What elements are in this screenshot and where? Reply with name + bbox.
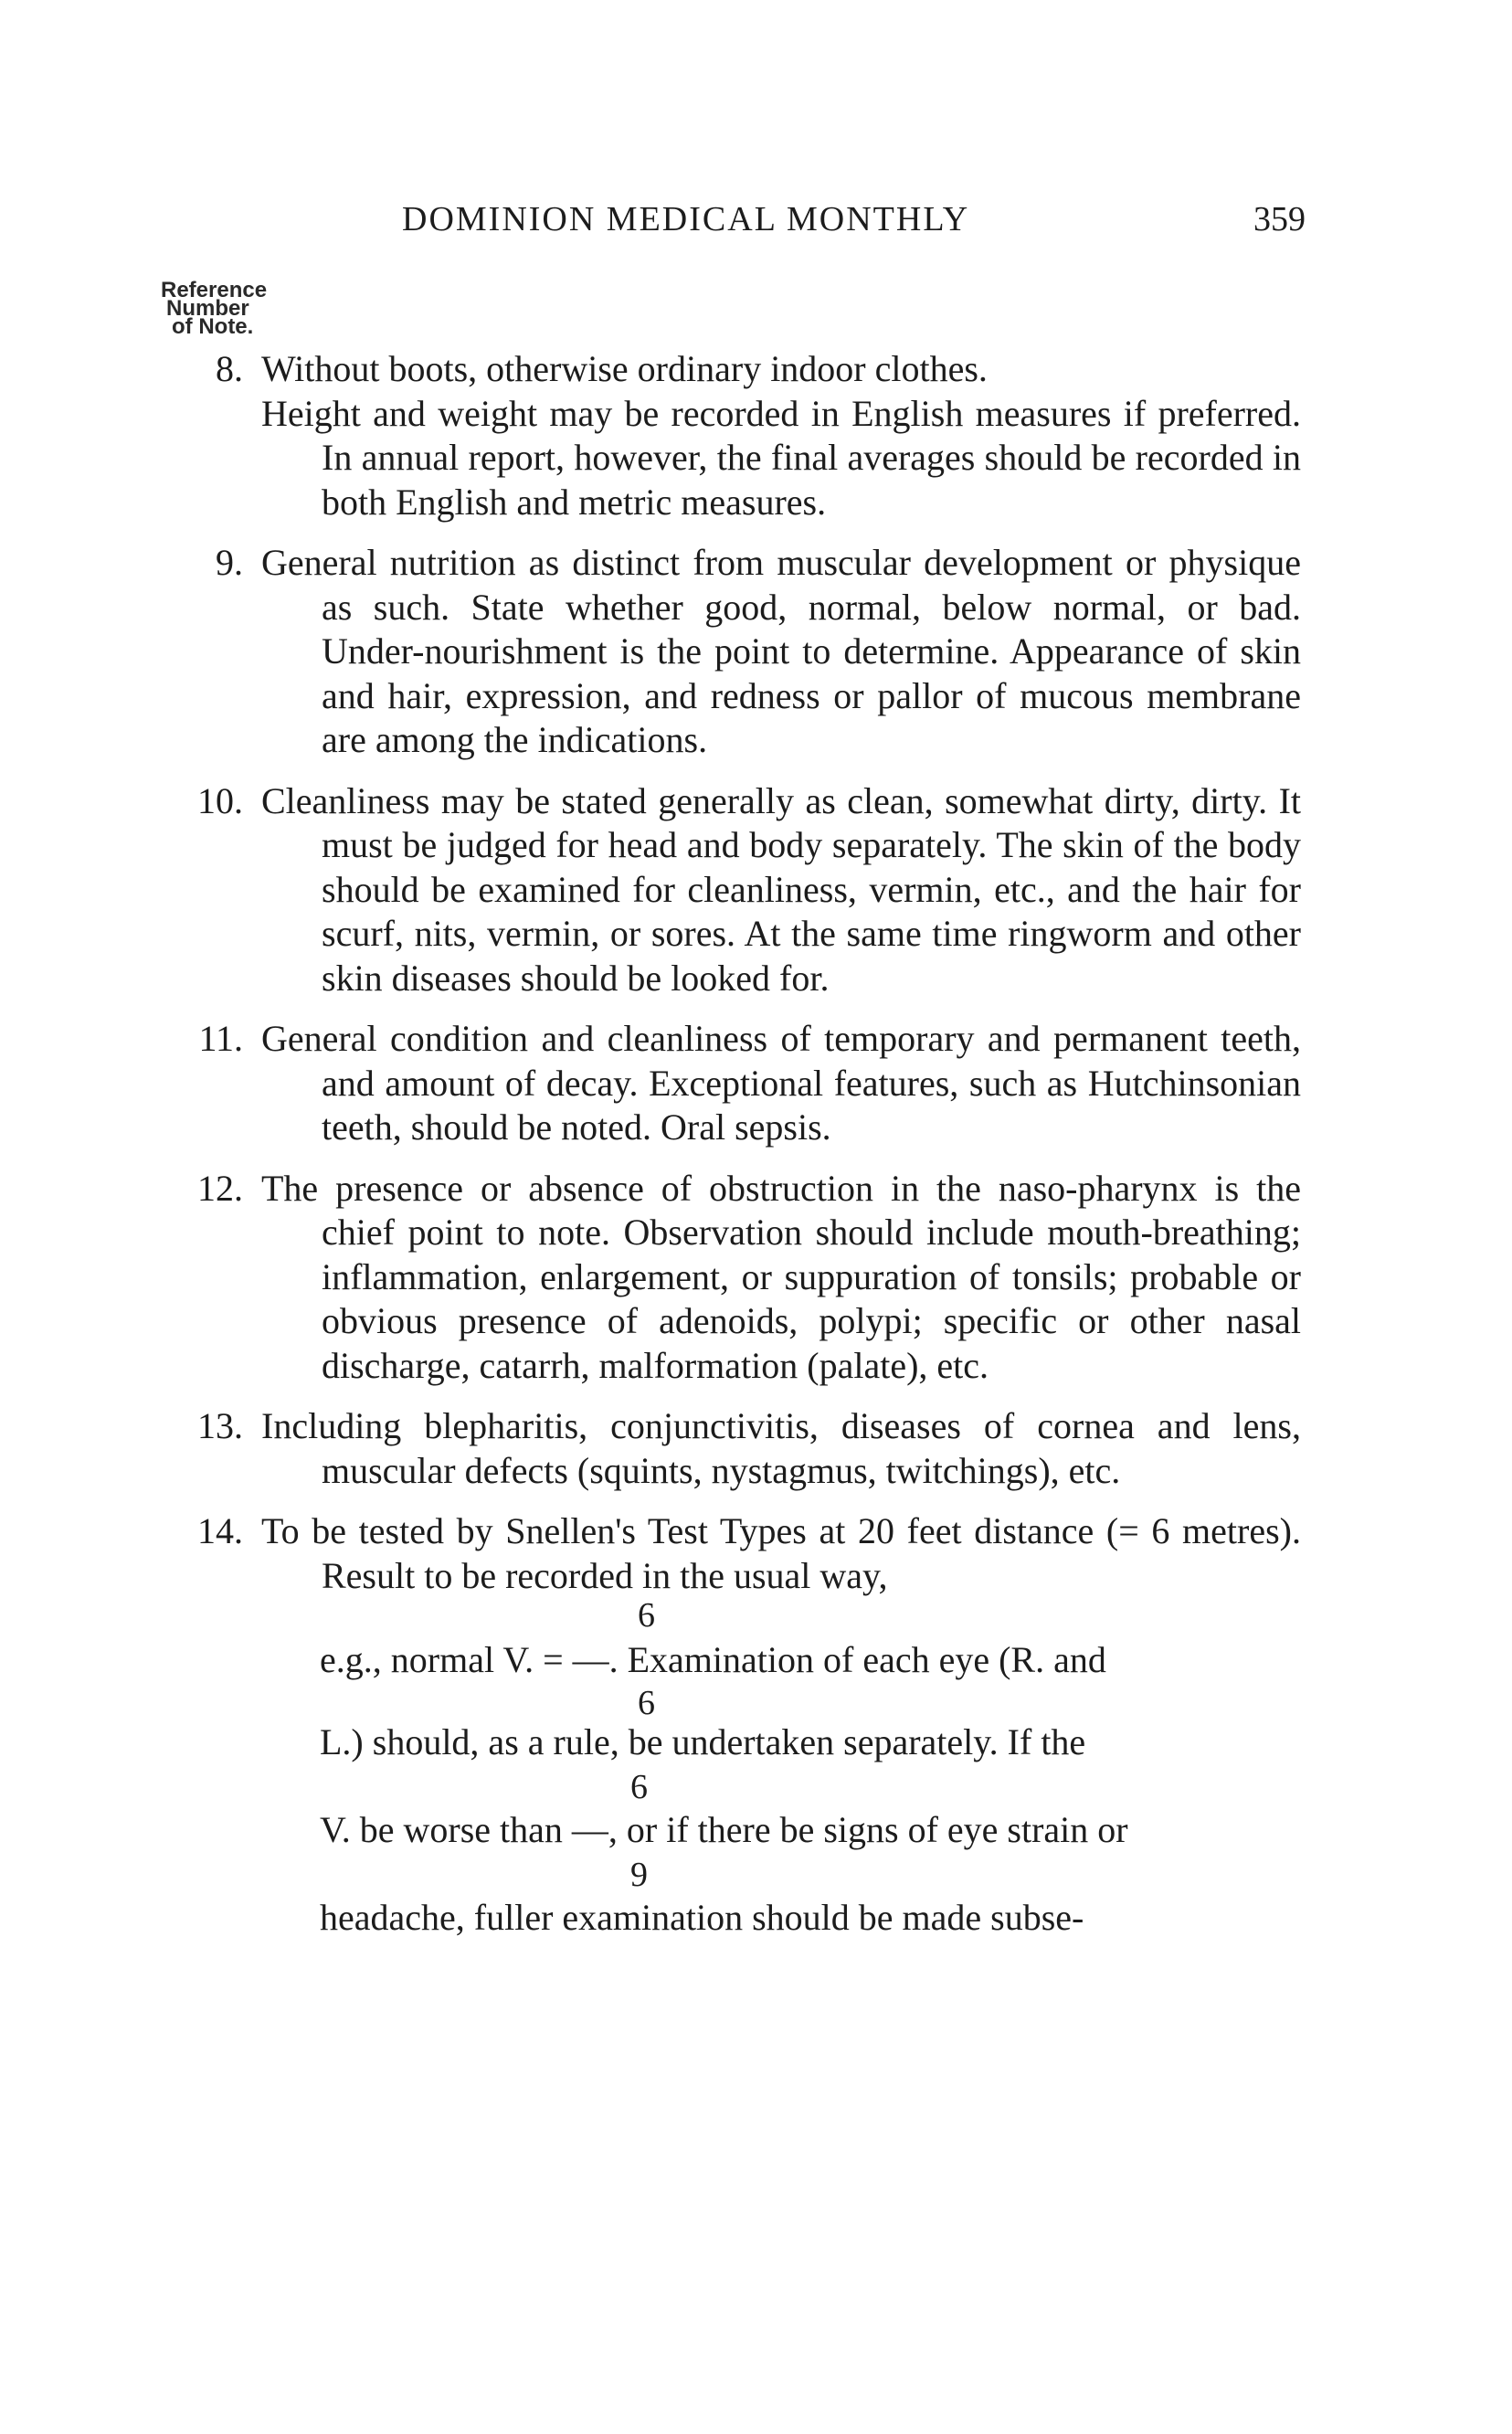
note-number: 8. [216,348,243,389]
note-number: 11. [198,1018,243,1059]
fraction-line-2 [320,1720,1301,1808]
note-text: General nutrition as distinct from muscular development or physique as such. State whether good, normal, below normal, or bad. Under-nourishment is the point to determine. Appearance of skin and hair, expression, and redness or pallor of mucous membrane are among the indications. [261,542,1301,760]
fraction-numerator: 6 [638,1596,655,1635]
note-text-line: headache, fuller examination should be made subse- [320,1897,1084,1938]
note-number: 12. [197,1167,243,1209]
note-11 [0,1017,1512,1150]
fraction-line-1 [320,1598,1301,1686]
note-text: To be tested by Snellen's Test Types at 20 feet distance (= 6 metres). Result to be recorded in the usual way, [261,1510,1301,1596]
note-text: The presence or absence of obstruction in the naso-pharynx is the chief point to note. Observation should include mouth-breathing; inflammation, enlargement, or suppuration of tonsils; probable or obvious presence of adenoids, polypi; specific or other nasal discharge, catarrh, malformation (palate), etc. [261,1167,1301,1386]
note-text: General condition and cleanliness of temporary and permanent teeth, and amount of decay. Exceptional features, such as Hutchinsonian teeth, should be noted. Oral sepsis. [261,1018,1301,1148]
fraction-line-3 [320,1808,1301,1896]
note-text: Without boots, otherwise ordinary indoor clothes. [261,348,988,389]
note-9 [0,541,1512,763]
note-12 [0,1167,1512,1389]
ref-label-line2: Number [166,296,249,321]
note-number: 10. [197,779,243,821]
page-number: 359 [1253,200,1306,238]
fraction-numerator: 6 [630,1768,648,1806]
fraction-denominator: 6 [638,1684,655,1722]
fraction-line-4 [320,1896,1301,1942]
note-text-line: V. be worse than —, or if there be signs of eye strain or [320,1809,1128,1850]
ref-label-line3: of Note. [172,314,254,339]
note-text-continued: Height and weight may be recorded in English measures if preferred. In annual report, however, the final averages should be recorded in both English and metric measures. [261,392,1301,523]
fraction-denominator: 9 [630,1856,648,1894]
ref-label-line1: Reference [161,278,268,302]
note-text-line: e.g., normal V. = —. Examination of each eye (R. and [320,1639,1106,1680]
note-text: Cleanliness may be stated generally as clean, somewhat dirty, dirty. It must be judged for head and body separately. The skin of the body should be examined for cleanliness, vermin, etc., and the hair for scurf, nits, vermin, or sores. At the same time ringworm and other skin diseases should be looked for. [261,779,1301,999]
note-8 [0,347,1512,524]
notes-list [0,347,1512,1958]
note-14 [0,1509,1512,1942]
running-header: DOMINION MEDICAL MONTHLY [402,200,970,238]
note-number: 9. [216,542,243,583]
note-number: 13. [197,1405,243,1446]
note-number: 14. [197,1510,243,1551]
note-10 [0,779,1512,1001]
reference-number-label [161,278,268,339]
note-13 [0,1404,1512,1493]
note-text: Including blepharitis, conjunctivitis, diseases of cornea and lens, muscular defects (squints, nystagmus, twitchings), etc. [261,1405,1301,1491]
fraction-denominator-row [320,1686,1512,1720]
note-text-line: L.) should, as a rule, be undertaken separately. If the [320,1721,1086,1762]
